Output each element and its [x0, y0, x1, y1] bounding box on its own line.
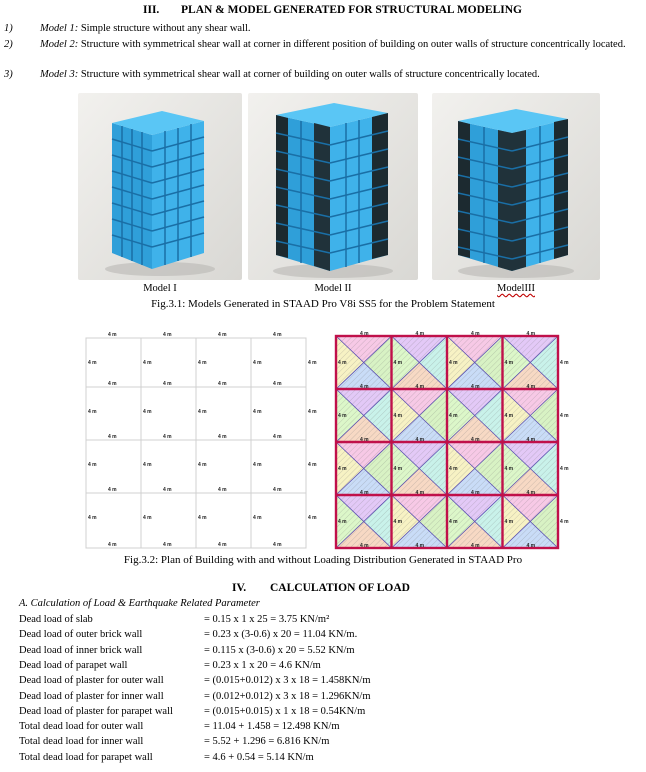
- span-label: 4 m: [560, 413, 569, 419]
- span-label: 4 m: [143, 409, 152, 415]
- calc-label: Total dead load for inner wall: [19, 736, 144, 748]
- span-label: 4 m: [393, 466, 403, 472]
- span-label: 4 m: [415, 543, 425, 549]
- span-label: 4 m: [108, 487, 117, 493]
- span-label: 4 m: [471, 490, 480, 496]
- calc-label: Dead load of plaster for inner wall: [19, 690, 164, 702]
- span-label: 4 m: [360, 437, 369, 443]
- calc-label: Dead load of plaster for parapet wall: [19, 705, 173, 717]
- span-label: 4 m: [163, 381, 172, 387]
- span-label: 4 m: [360, 331, 369, 337]
- section-heading-iii: [143, 4, 522, 16]
- span-label: 4 m: [338, 466, 347, 472]
- section-heading-iv: [232, 582, 410, 594]
- span-label: 4 m: [198, 360, 207, 366]
- span-label: 4 m: [393, 413, 403, 419]
- model-description: Structure with symmetrical shear wall at corner in different position of building on outer walls of structure concentrically located.: [78, 39, 626, 50]
- section-number: III.: [143, 4, 160, 16]
- calc-label: Total dead load for parapet wall: [19, 751, 153, 763]
- span-label: 4 m: [273, 381, 282, 387]
- span-label: 4 m: [143, 360, 152, 366]
- model-description: Structure with symmetrical shear wall at corner of building on outer walls of structure concentrically located.: [78, 69, 540, 80]
- model-name: Model 2:: [40, 39, 79, 50]
- span-label: 4 m: [471, 437, 480, 443]
- calc-row: [19, 721, 619, 736]
- span-label: 4 m: [415, 490, 425, 496]
- model-ii-caption: Model II: [314, 283, 352, 294]
- calc-label: Dead load of parapet wall: [19, 659, 128, 671]
- span-label: 4 m: [88, 360, 97, 366]
- model-iii-caption: ModelIII: [497, 283, 535, 294]
- span-label: 4 m: [471, 384, 480, 390]
- span-label: 4 m: [526, 331, 536, 337]
- model-name: Model 3:: [40, 69, 79, 80]
- section-title: PLAN & MODEL GENERATED FOR STRUCTURAL MODELING: [181, 4, 522, 16]
- calc-value: = 4.6 + 0.54 = 5.14 KN/m: [204, 751, 314, 763]
- span-label: 4 m: [308, 409, 317, 415]
- span-label: 4 m: [198, 515, 207, 521]
- calc-row: [19, 736, 619, 751]
- span-label: 4 m: [449, 413, 458, 419]
- span-label: 4 m: [360, 490, 369, 496]
- calc-value: = 11.04 + 1.458 = 12.498 KN/m: [204, 721, 340, 733]
- span-label: 4 m: [253, 462, 262, 468]
- span-label: 4 m: [526, 543, 536, 549]
- span-label: 4 m: [415, 437, 425, 443]
- calc-row: [19, 675, 619, 690]
- span-label: 4 m: [526, 437, 536, 443]
- span-label: 4 m: [218, 381, 227, 387]
- calc-value: = 0.23 x 1 x 20 = 4.6 KN/m: [204, 659, 321, 671]
- span-label: 4 m: [526, 490, 536, 496]
- model-i-photo: [78, 93, 242, 280]
- span-label: 4 m: [108, 542, 117, 548]
- figure-caption: Fig.3.1: Models Generated in STAAD Pro V8i SS5 for the Problem Statement: [151, 298, 495, 310]
- section-number: IV.: [232, 582, 247, 594]
- figure-caption: Fig.3.2: Plan of Building with and without Loading Distribution Generated in STAAD Pro: [123, 554, 523, 566]
- calc-label: Dead load of plaster for outer wall: [19, 675, 164, 687]
- span-label: 4 m: [108, 434, 117, 440]
- span-label: 4 m: [163, 542, 172, 548]
- span-label: 4 m: [163, 487, 172, 493]
- model-i-caption: Model I: [143, 283, 177, 294]
- span-label: 4 m: [308, 462, 317, 468]
- span-label: 4 m: [88, 409, 97, 415]
- span-label: 4 m: [218, 332, 227, 338]
- calc-row: [19, 660, 619, 675]
- calc-value: = (0.012+0.012) x 3 x 18 = 1.296KN/m: [204, 690, 371, 702]
- span-label: 4 m: [393, 519, 403, 525]
- span-label: 4 m: [415, 331, 425, 337]
- span-label: 4 m: [560, 466, 569, 472]
- calc-value: = (0.015+0.012) x 3 x 18 = 1.458KN/m: [204, 675, 371, 687]
- span-label: 4 m: [415, 384, 425, 390]
- span-label: 4 m: [560, 519, 569, 525]
- model-ii-photo: [248, 93, 418, 280]
- span-label: 4 m: [504, 413, 514, 419]
- span-label: 4 m: [471, 331, 480, 337]
- list-number: 2): [4, 39, 13, 50]
- span-label: 4 m: [198, 462, 207, 468]
- span-label: 4 m: [88, 462, 97, 468]
- span-label: 4 m: [560, 360, 569, 366]
- calc-row: [19, 629, 619, 644]
- span-label: 4 m: [504, 360, 514, 366]
- calc-value: = 0.15 x 1 x 25 = 3.75 KN/m²: [204, 614, 330, 625]
- calc-label: Dead load of slab: [19, 614, 93, 625]
- span-label: 4 m: [338, 360, 347, 366]
- span-label: 4 m: [108, 381, 117, 387]
- span-label: 4 m: [360, 384, 369, 390]
- span-label: 4 m: [273, 542, 282, 548]
- span-label: 4 m: [218, 542, 227, 548]
- calc-value: = 0.23 x (3-0.6) x 20 = 11.04 KN/m.: [204, 629, 358, 641]
- list-number: 3): [4, 69, 13, 80]
- list-item: [4, 21, 640, 36]
- span-label: 4 m: [143, 515, 152, 521]
- span-label: 4 m: [88, 515, 97, 521]
- span-label: 4 m: [253, 515, 262, 521]
- plan-without-loading: [80, 330, 330, 550]
- list-item: [4, 67, 640, 82]
- calc-row: [19, 706, 619, 721]
- span-label: 4 m: [308, 515, 317, 521]
- span-label: 4 m: [449, 519, 458, 525]
- calc-label: Total dead load for outer wall: [19, 721, 144, 733]
- span-label: 4 m: [504, 519, 514, 525]
- model-name: Model 1:: [40, 23, 79, 34]
- calc-label: Dead load of inner brick wall: [19, 644, 143, 656]
- span-label: 4 m: [449, 466, 458, 472]
- span-label: 4 m: [218, 434, 227, 440]
- span-label: 4 m: [253, 409, 262, 415]
- span-label: 4 m: [273, 332, 282, 338]
- calc-label: Dead load of outer brick wall: [19, 629, 143, 641]
- span-label: 4 m: [108, 332, 117, 338]
- calc-row: [19, 691, 619, 706]
- span-label: 4 m: [163, 434, 172, 440]
- model-iii-photo: [432, 93, 600, 280]
- list-number: 1): [4, 23, 13, 34]
- span-label: 4 m: [393, 360, 403, 366]
- calc-row: [19, 645, 619, 660]
- span-label: 4 m: [449, 360, 458, 366]
- span-label: 4 m: [198, 409, 207, 415]
- span-label: 4 m: [273, 434, 282, 440]
- list-item: [4, 37, 640, 67]
- section-title: CALCULATION OF LOAD: [270, 582, 410, 594]
- calc-row: [19, 614, 619, 629]
- calc-row: [19, 752, 619, 767]
- calc-value: = (0.015+0.015) x 1 x 18 = 0.54KN/m: [204, 705, 366, 717]
- plan-with-loading: [330, 330, 576, 552]
- span-label: 4 m: [143, 462, 152, 468]
- span-label: 4 m: [526, 384, 536, 390]
- model-description: Simple structure without any shear wall.: [78, 23, 251, 34]
- span-label: 4 m: [338, 413, 347, 419]
- calc-value: = 0.115 x (3-0.6) x 20 = 5.52 KN/m: [204, 644, 355, 656]
- span-label: 4 m: [471, 543, 480, 549]
- span-label: 4 m: [308, 360, 317, 366]
- calc-value: = 5.52 + 1.296 = 6.816 KN/m: [204, 736, 330, 748]
- span-label: 4 m: [360, 543, 369, 549]
- span-label: 4 m: [218, 487, 227, 493]
- subsection-heading: A. Calculation of Load & Earthquake Related Parameter: [19, 598, 260, 609]
- span-label: 4 m: [253, 360, 262, 366]
- span-label: 4 m: [338, 519, 347, 525]
- span-label: 4 m: [504, 466, 514, 472]
- span-label: 4 m: [273, 487, 282, 493]
- span-label: 4 m: [163, 332, 172, 338]
